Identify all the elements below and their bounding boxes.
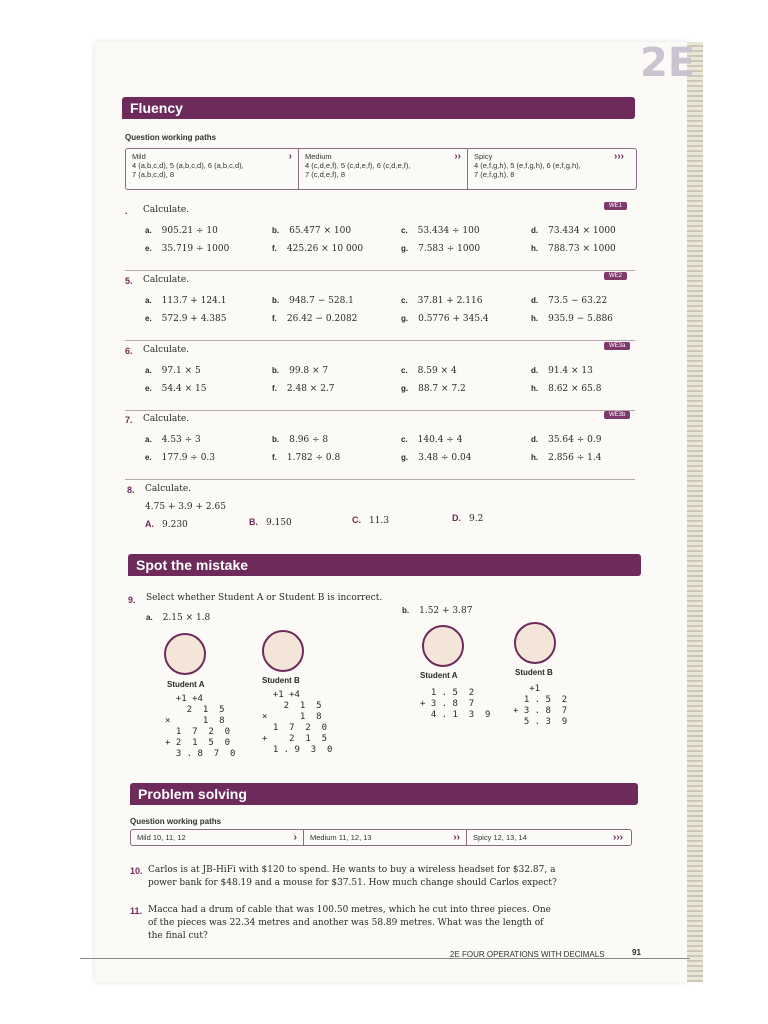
item-label: a. — [145, 296, 152, 305]
item-expression: 905.21 ÷ 10 — [161, 226, 218, 236]
item-expression: 37.81 + 2.116 — [417, 296, 483, 306]
question-item — [401, 314, 489, 324]
question-expression: 4.75 + 3.9 + 2.65 — [145, 502, 226, 512]
item-label: f. — [272, 453, 277, 462]
item-label: b. — [272, 366, 280, 375]
question-item — [401, 453, 471, 463]
item-expression: 35.64 ÷ 0.9 — [548, 435, 602, 445]
option-value: 9.230 — [162, 520, 188, 530]
question-item — [272, 366, 328, 376]
question-item — [531, 314, 613, 324]
item-label: f. — [272, 244, 277, 253]
path-items: 10, 11, 12 — [152, 833, 186, 842]
student-avatar — [422, 625, 464, 667]
question-item — [531, 296, 607, 306]
item-label: e. — [145, 384, 152, 393]
path-items: 4 (a,b,c,d), 5 (a,b,c,d), 6 (a,b,c,d), 7 (a,b,c,d), 8 — [132, 161, 244, 179]
item-label: d. — [531, 366, 539, 375]
page-number: 91 — [632, 948, 641, 957]
worked-example-badge: WE2 — [604, 272, 627, 280]
question-item — [531, 226, 616, 236]
path-medium — [299, 149, 468, 189]
option-value: 9.150 — [266, 518, 292, 528]
spot-mistake-banner: Spot the mistake — [128, 554, 641, 576]
item-label: d. — [531, 226, 539, 235]
question-item — [401, 296, 482, 306]
question-item — [145, 314, 226, 324]
question-number: 7. — [125, 415, 133, 425]
chili-icon: ››› — [614, 151, 624, 162]
path-name: Spicy — [474, 152, 493, 161]
question-item — [272, 296, 354, 306]
student-avatar — [514, 622, 556, 664]
item-expression: 4.53 ÷ 3 — [161, 435, 201, 445]
item-label: e. — [145, 314, 152, 323]
student-label: Student A — [420, 671, 458, 680]
item-expression: 948.7 − 528.1 — [289, 296, 354, 306]
item-expression: 91.4 × 13 — [548, 366, 593, 376]
question-item — [531, 435, 601, 445]
question-number: . — [125, 206, 128, 216]
question-item — [145, 226, 218, 236]
item-label: c. — [401, 366, 408, 375]
item-label: c. — [401, 226, 408, 235]
question-instruction: Calculate. — [143, 345, 190, 355]
item-expression: 935.9 − 5.886 — [548, 314, 613, 324]
path-spicy — [468, 149, 630, 189]
student-avatar — [164, 633, 206, 675]
worked-example-badge: WE3b — [604, 411, 630, 419]
item-expression: 8.59 × 4 — [417, 366, 457, 376]
question-item — [145, 244, 229, 254]
item-expression: 97.1 × 5 — [161, 366, 201, 376]
chili-icon: ›› — [454, 151, 461, 162]
item-expression: 26.42 − 0.2082 — [286, 314, 358, 324]
question-instruction: Calculate. — [143, 414, 190, 424]
path-items: 4 (c,d,e,f), 5 (c,d,e,f), 6 (c,d,e,f), 7 (c,d,e,f), 8 — [305, 161, 411, 179]
question-item — [401, 244, 480, 254]
item-label: f. — [272, 384, 277, 393]
question-item — [531, 366, 593, 376]
question-number: 11. — [130, 906, 143, 916]
item-expression: 425.26 × 10 000 — [286, 244, 364, 254]
question-item — [145, 435, 201, 445]
student-label: Student A — [167, 680, 205, 689]
question-item — [145, 366, 201, 376]
option-a — [145, 519, 188, 530]
item-label: g. — [401, 314, 409, 323]
item-expression: 54.4 × 15 — [161, 384, 207, 394]
question-text: Carlos is at JB-HiFi with $120 to spend. He wants to buy a wireless headset for $32.87, a power bank for $48.19 and a mouse for $37.51. How much change should Carlos expect? — [148, 865, 557, 888]
item-label: d. — [531, 296, 539, 305]
item-expression: 572.9 + 4.385 — [161, 314, 227, 324]
page-edge — [687, 42, 703, 982]
question-number: 10. — [130, 866, 143, 876]
path-name: Mild — [132, 152, 146, 161]
option-label: A. — [145, 519, 154, 529]
item-expression: 7.583 ÷ 1000 — [418, 244, 481, 254]
question-item — [272, 244, 363, 254]
item-expression: 2.856 ÷ 1.4 — [548, 453, 602, 463]
paths-title: Question working paths — [125, 133, 217, 142]
question-item — [401, 435, 462, 445]
option-label: D. — [452, 513, 461, 523]
question-item — [401, 366, 457, 376]
question-instruction: Calculate. — [143, 275, 190, 285]
option-d — [452, 513, 483, 524]
item-label: c. — [401, 435, 408, 444]
question-number: 8. — [127, 485, 135, 495]
item-expression: 1.782 ÷ 0.8 — [286, 453, 341, 463]
section-code: 2E — [640, 40, 696, 86]
path-spicy — [467, 830, 629, 845]
question-item — [272, 226, 351, 236]
fluency-paths — [125, 148, 637, 190]
question-item — [531, 244, 616, 254]
chili-icon: › — [293, 832, 297, 843]
item-label: g. — [401, 244, 409, 253]
item-expression: 113.7 + 124.1 — [161, 296, 227, 306]
item-label: e. — [145, 453, 152, 462]
option-label: C. — [352, 515, 361, 525]
q9-part-a — [146, 613, 210, 623]
item-label: h. — [531, 384, 539, 393]
part-expression: 2.15 × 1.8 — [162, 613, 211, 623]
part-expression: 1.52 + 3.87 — [419, 606, 473, 616]
item-expression: 140.4 ÷ 4 — [417, 435, 463, 445]
item-label: d. — [531, 435, 539, 444]
item-expression: 65.477 × 100 — [289, 226, 352, 236]
question-item — [145, 296, 226, 306]
path-name: Mild — [137, 833, 151, 842]
chili-icon: ››› — [613, 832, 623, 843]
student-working: +1 +4 2 1 5 × 1 8 1 7 2 0 + 2 1 5 1 . 9 3 0 — [262, 690, 333, 755]
item-label: e. — [145, 244, 152, 253]
path-name: Spicy — [473, 833, 492, 842]
item-expression: 3.48 ÷ 0.04 — [418, 453, 472, 463]
section-divider — [125, 479, 635, 480]
question-text: Macca had a drum of cable that was 100.50 metres, which he cut into three pieces. One of the pieces was 22.34 metres and another was 58.89 metres. What was the length of the final cut? — [148, 905, 551, 941]
item-expression: 99.8 × 7 — [289, 366, 329, 376]
question-item — [272, 435, 328, 445]
path-items: 11, 12, 13 — [338, 833, 372, 842]
question-number: 6. — [125, 346, 133, 356]
question-item — [531, 453, 601, 463]
path-items: 4 (e,f,g,h), 5 (e,f,g,h), 6 (e,f,g,h), 7 (e,f,g,h), 8 — [474, 161, 581, 179]
item-expression: 177.9 ÷ 0.3 — [161, 453, 216, 463]
item-expression: 53.434 ÷ 100 — [417, 226, 480, 236]
question-number: 5. — [125, 276, 133, 286]
student-working: +1 1 . 5 2 + 3 . 8 7 5 . 3 9 — [513, 684, 568, 727]
question-instruction: Calculate. — [145, 484, 192, 494]
question-number: 9. — [128, 595, 136, 605]
item-label: f. — [272, 314, 277, 323]
question-instruction: Select whether Student A or Student B is incorrect. — [146, 593, 383, 603]
path-mild — [131, 830, 304, 845]
path-medium — [304, 830, 467, 845]
item-expression: 8.62 × 65.8 — [548, 384, 602, 394]
path-name: Medium — [305, 152, 332, 161]
question-item — [401, 384, 466, 394]
worked-example-badge: WE1 — [604, 202, 627, 210]
item-label: c. — [401, 296, 408, 305]
path-name: Medium — [310, 833, 337, 842]
item-expression: 35.719 ÷ 1000 — [161, 244, 230, 254]
item-label: h. — [531, 453, 539, 462]
item-label: h. — [531, 244, 539, 253]
item-expression: 0.5776 + 345.4 — [418, 314, 489, 324]
item-expression: 73.434 × 1000 — [548, 226, 616, 236]
item-label: b. — [272, 226, 280, 235]
student-label: Student B — [262, 676, 300, 685]
item-expression: 8.96 ÷ 8 — [289, 435, 329, 445]
option-value: 9.2 — [469, 514, 484, 524]
student-label: Student B — [515, 668, 553, 677]
item-label: a. — [145, 226, 152, 235]
item-expression: 788.73 × 1000 — [548, 244, 616, 254]
q9-part-b — [402, 606, 472, 616]
item-label: h. — [531, 314, 539, 323]
section-divider — [125, 410, 635, 411]
problem-paths — [130, 829, 632, 846]
question-item — [272, 314, 357, 324]
path-items: 12, 13, 14 — [493, 833, 527, 842]
student-working: 1 . 5 2 + 3 . 8 7 4 . 1 3 9 — [420, 688, 491, 720]
option-b — [249, 517, 292, 528]
part-label: b. — [402, 606, 410, 615]
item-label: g. — [401, 384, 409, 393]
item-expression: 2.48 × 2.7 — [286, 384, 335, 394]
fluency-banner: Fluency — [122, 97, 635, 119]
item-expression: 73.5 − 63.22 — [548, 296, 608, 306]
item-label: b. — [272, 435, 280, 444]
item-label: b. — [272, 296, 280, 305]
item-label: a. — [145, 366, 152, 375]
item-label: a. — [145, 435, 152, 444]
option-value: 11.3 — [369, 516, 390, 526]
question-item — [272, 384, 335, 394]
question-item — [531, 384, 601, 394]
chili-icon: ›› — [453, 832, 460, 843]
item-expression: 88.7 × 7.2 — [418, 384, 466, 394]
chili-icon: › — [288, 151, 292, 162]
paths-title: Question working paths — [130, 817, 222, 826]
footer-title: 2E FOUR OPERATIONS WITH DECIMALS — [450, 950, 605, 959]
option-label: B. — [249, 517, 258, 527]
question-item — [145, 453, 215, 463]
question-item — [401, 226, 480, 236]
question-instruction: Calculate. — [143, 205, 190, 215]
problem-solving-banner: Problem solving — [130, 783, 638, 805]
option-c — [352, 515, 389, 526]
question-item — [145, 384, 206, 394]
question-item — [272, 453, 340, 463]
section-divider — [125, 340, 635, 341]
path-mild — [126, 149, 299, 189]
student-avatar — [262, 630, 304, 672]
item-label: g. — [401, 453, 409, 462]
section-divider — [125, 270, 635, 271]
part-label: a. — [146, 613, 153, 622]
student-working: +1 +4 2 1 5 × 1 8 1 7 2 0 + 2 1 5 0 3 . 8 7 0 — [165, 694, 236, 759]
worked-example-badge: WE3a — [604, 342, 630, 350]
